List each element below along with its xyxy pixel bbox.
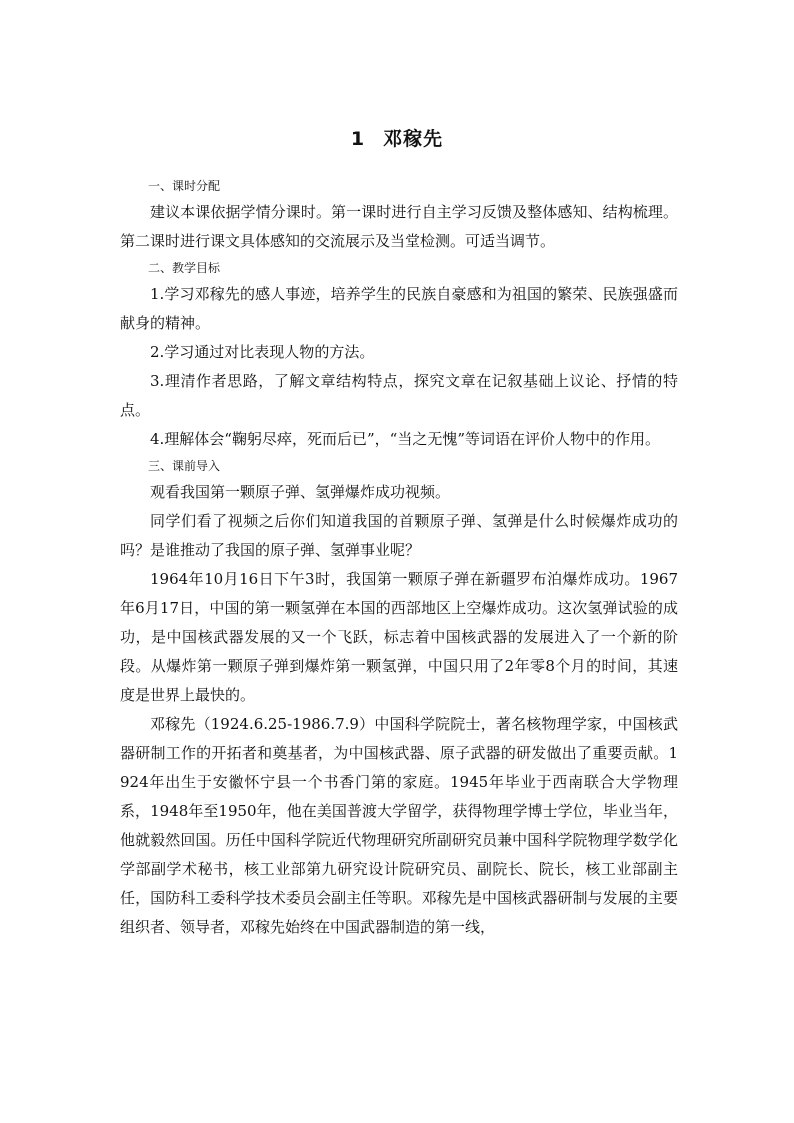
paragraph: 邓稼先（1924.6.25-1986.7.9）中国科学院院士，著名核物理学家，中国核武器研制工作的开拓者和奠基者，为中国核武器、原子武器的研发做出了重要贡献。1924年出生于安徽怀宁县一个书香门第的家庭。1945年毕业于西南联合大学物理系，1948年至1950年，他在美国普渡大学留学，获得物理学博士学位，毕业当年，他就毅然回国。历任中国科学院近代物理研究所副研究员兼中国科学院物理学数学化学部副学术秘书，核工业部第九研究设计院研究员、副院长、院长，核工业部副主任，国防科工委科学技术委员会副主任等职。邓稼先是中国核武器研制与发展的主要组织者、领导者，邓稼先始终在中国武器制造的第一线， bbox=[120, 715, 678, 936]
section-heading-intro: 三、课前导入 bbox=[148, 459, 221, 473]
page-title bbox=[0, 124, 794, 151]
paragraph: 4.理解体会“鞠躬尽瘁，死而后已”，“当之无愧”等词语在评价人物中的作用。 bbox=[150, 430, 660, 448]
title-number: 1 bbox=[350, 128, 366, 150]
paragraph: 1964年10月16日下午3时，我国第一颗原子弹在新疆罗布泊爆炸成功。1967年6月17日，中国的第一颗氢弹在本国的西部地区上空爆炸成功。这次氢弹试验的成功，是中国核武器发展的又一个飞跃，标志着中国核武器的发展进入了一个新的阶段。从爆炸第一颗原子弹到爆炸第一颗氢弹，中国只用了2年零8个月的时间，其速度是世界上最快的。 bbox=[120, 570, 678, 704]
paragraph: 3.理清作者思路，了解文章结构特点，探究文章在记叙基础上议论、抒情的特点。 bbox=[120, 372, 678, 419]
section-heading-schedule: 一、课时分配 bbox=[148, 179, 221, 193]
paragraph: 2.学习通过对比表现人物的方法。 bbox=[150, 343, 375, 361]
title-text: 邓稼先 bbox=[383, 128, 444, 150]
paragraph: 观看我国第一颗原子弹、氢弹爆炸成功视频。 bbox=[150, 483, 451, 501]
document-body bbox=[120, 176, 678, 942]
paragraph: 建议本课依据学情分课时。第一课时进行自主学习反馈及整体感知、结构梳理。第二课时进行课文具体感知的交流展示及当堂检测。可适当调节。 bbox=[120, 203, 678, 250]
paragraph: 1.学习邓稼先的感人事迹，培养学生的民族自豪感和为祖国的繁荣、民族强盛而献身的精神。 bbox=[120, 285, 678, 332]
paragraph: 同学们看了视频之后你们知道我国的首颗原子弹、氢弹是什么时候爆炸成功的吗？是谁推动了我国的原子弹、氢弹事业呢？ bbox=[120, 512, 678, 559]
section-heading-goals: 二、教学目标 bbox=[148, 261, 221, 275]
